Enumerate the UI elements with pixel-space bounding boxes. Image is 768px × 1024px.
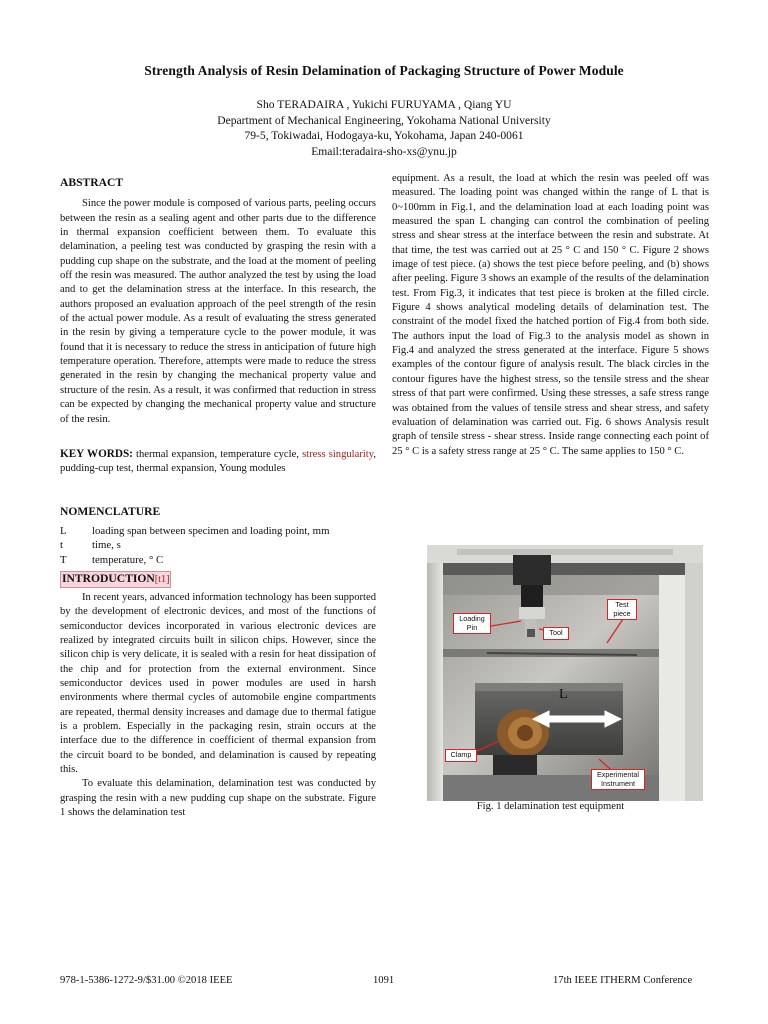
author-address: 79-5, Tokiwadai, Hodogaya-ku, Yokohama, Japan 240-0061 bbox=[244, 129, 524, 143]
nomenclature-item bbox=[60, 553, 376, 568]
author-block bbox=[0, 97, 768, 159]
keywords-part1: thermal expansion, temperature cycle, bbox=[132, 448, 303, 460]
introduction-heading-text: INTRODUCTION bbox=[62, 571, 155, 585]
keywords-part3: , pudding-cup test, thermal expansion, Young modules bbox=[60, 448, 377, 475]
footer-conference: 17th IEEE ITHERM Conference bbox=[553, 975, 693, 986]
abstract-text: Since the power module is composed of various parts, peeling occurs between the resin as a sealing agent and other parts due to the difference in thermal expansion coefficient between them. To evaluate this delamination, a peeling test was conducted by grasping the resin with a pudding cup shape on the substrate, and the load at the moment of peeling off the resin was measured. The author analyzed the test by using the load and to get the delamination stress at the interface. In this research, the authors proposed an evaluation approach of the peel strength of the resin of the actual power module. As a result of evaluating the stress generated in the resin by giving a temperature cycle to the power module, it was found that it is necessary to reduce the stress in anticipation of future high temperature operation. Therefore, attempts were made to reduce the stress generated in the resin by changing the mechanical property value and structure of the resin. As a result, it was confirmed that reduction in stress can be expected by changing the mechanical property value and structure of the resin. bbox=[60, 198, 376, 425]
footer-page-number: 1091 bbox=[373, 975, 395, 986]
tool-callout: Tool bbox=[543, 627, 569, 640]
loading-pin-callout: Loading Pin bbox=[453, 613, 491, 634]
test-piece-callout: Test piece bbox=[607, 599, 637, 620]
left-column bbox=[60, 176, 376, 821]
footer-isbn: 978-1-5386-1272-9/$31.00 ©2018 IEEE bbox=[60, 975, 233, 986]
instrument-callout: Experimental Instrument bbox=[591, 769, 645, 790]
keywords-highlight: stress singularity bbox=[302, 448, 374, 460]
span-label-l: L bbox=[559, 687, 568, 702]
nomenclature-list bbox=[60, 524, 376, 568]
nomenclature-desc: loading span between specimen and loading point, mm bbox=[92, 524, 330, 537]
keywords bbox=[60, 447, 376, 477]
author-email: Email:teradaira-sho-xs@ynu.jp bbox=[311, 144, 457, 158]
clamp-callout: Clamp bbox=[445, 749, 477, 762]
nomenclature-desc: time, s bbox=[92, 539, 121, 552]
right-column bbox=[392, 172, 709, 459]
test-equipment-illustration bbox=[427, 545, 703, 801]
nomenclature-heading: NOMENCLATURE bbox=[60, 504, 161, 518]
nomenclature-symbol: T bbox=[60, 554, 67, 567]
author-department: Department of Mechanical Engineering, Yokohama National University bbox=[217, 113, 551, 127]
nomenclature-desc: temperature, ° C bbox=[92, 554, 164, 567]
keywords-label: KEY WORDS: bbox=[60, 447, 133, 460]
introduction-para-1: In recent years, advanced information technology has been supported by the development of electronic devices, and most of the functions of semiconductor devices incorporated in various electronic devices are realized by integrated circuits built in silicon chips. However, since the silicon chip is very delicate, it is sealed with a resin for heat dissipation of the chip and for protection from the external environment. Since semiconductor devices used in power modules are used in harsh environments where thermal cycles of automobile engine compartments are repeated, thermal density increases and damage due to thermal fatigue is a problem. Especially in the packaging resin, strain occurs at the interface due to the difference in coefficient of thermal expansion from the circuit board to be bonded, and delamination is caused by repeating this. bbox=[60, 592, 376, 776]
figure-1-caption: Fig. 1 delamination test equipment bbox=[476, 801, 625, 812]
nomenclature-item bbox=[60, 524, 376, 539]
introduction-para-2: To evaluate this delamination, delamination test was conducted by grasping the resin with a new pudding cup shape on the substrate. Figure 1 shows the delamination test bbox=[60, 778, 376, 819]
abstract-heading: ABSTRACT bbox=[60, 176, 124, 189]
introduction-heading[interactable] bbox=[60, 571, 171, 588]
body-text-right: equipment. As a result, the load at which the resin was peeled off was measured. The loading point was changed within the range of L that is 0~100mm in Fig.1, and the delamination load at each loading point was measured the span L changing can control the combination of peeling stress and shear stress at the interface between the resin and substrate. At that time, the test was carried out at 25 ° C and 150 ° C. Figure 2 shows image of test piece. (a) shows the test piece before peeling, and (b) shows after peeling. Figure 3 shows an example of the results of the delamination test. From Fig.3, it indicates that test piece is broken at the filled circle. Figure 4 shows analytical modeling details of delamination test. The constraint of the model fixed the hatched portion of Fig.4 from both side. The authors input the load of Fig.3 to the analysis model as shown in Fig.4 and analyzed the stress generated at the interface. Figure 5 shows examples of the contour figure of analysis result. The black circles in the contour figures have the highest stress, so the tensile stress and the shear stress of that part were confirmed. Using these stresses, a safe stress range was obtained from the values of tensile stress and shear stress, and safety evaluation of delamination was carried out. Fig. 6 shows Analysis result graph of tensile stress - shear stress. Inside range connecting each point of 25 ° C is a safety stress range at 25 ° C. The same applies to 150 ° C. bbox=[392, 173, 709, 457]
nomenclature-symbol: L bbox=[60, 524, 67, 537]
comment-marker[interactable]: [t1] bbox=[154, 573, 170, 585]
introduction-heading-row bbox=[60, 571, 376, 588]
nomenclature-item bbox=[60, 538, 376, 553]
nomenclature-symbol: t bbox=[60, 539, 63, 552]
figure-1-photo bbox=[427, 545, 703, 801]
author-names: Sho TERADAIRA , Yukichi FURUYAMA , Qiang YU bbox=[256, 98, 512, 111]
paper-title: Strength Analysis of Resin Delamination of Packaging Structure of Power Module bbox=[144, 63, 624, 78]
